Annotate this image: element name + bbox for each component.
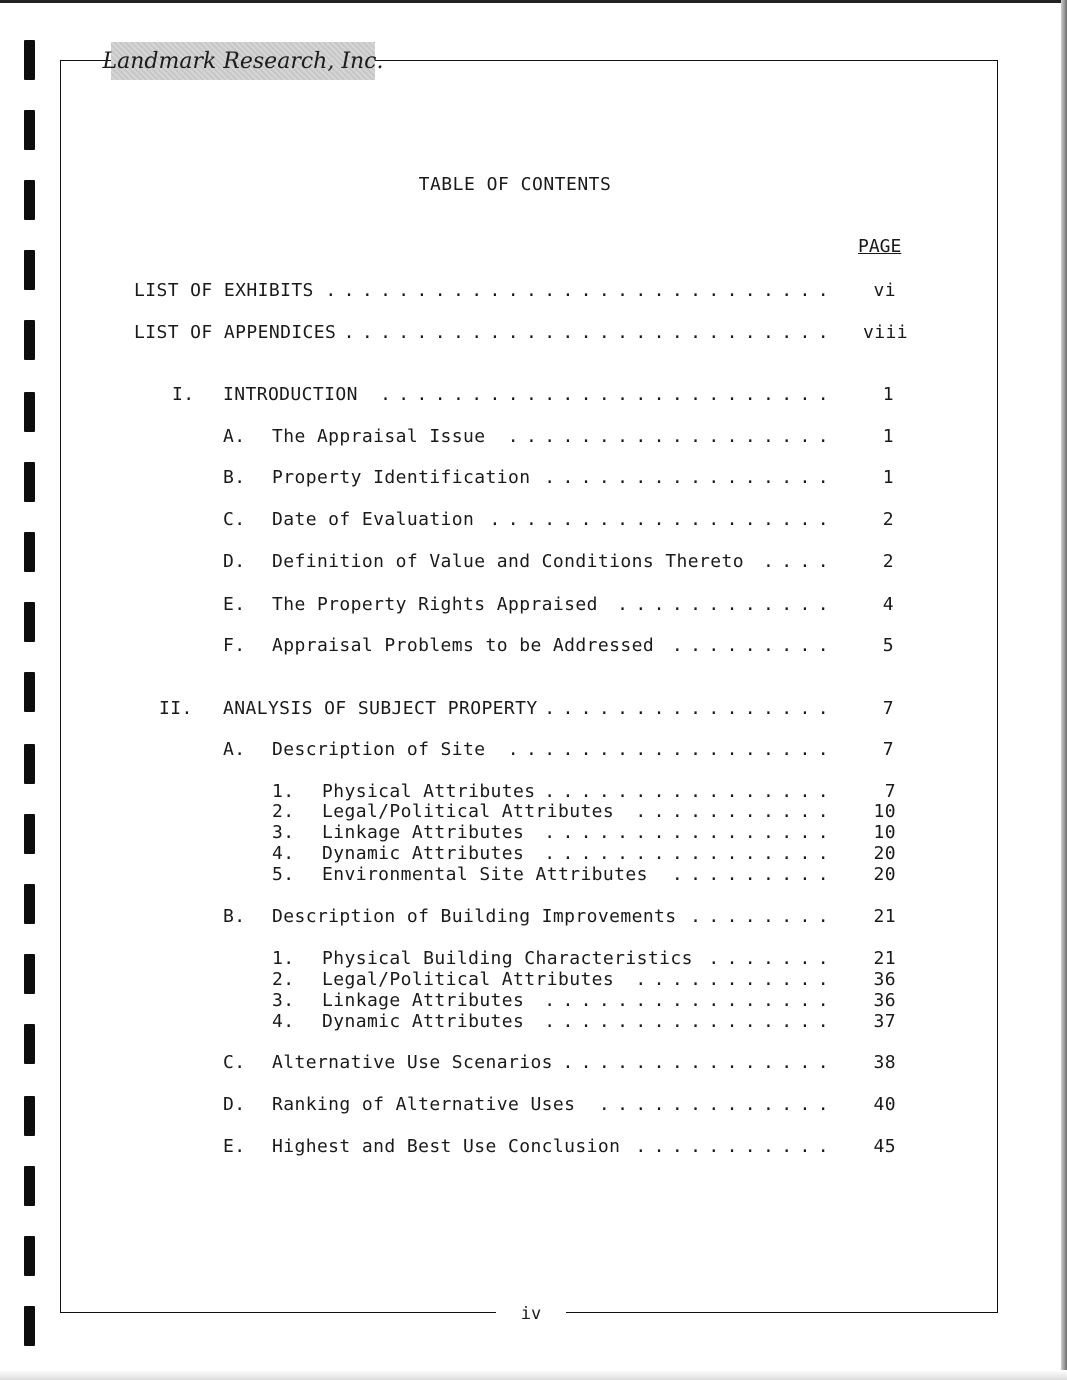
toc-entry — [0, 1010, 1000, 1034]
toc-entry-number: 3. — [272, 822, 295, 843]
toc-entry-page: 2 — [882, 509, 894, 530]
toc-entry-label: The Property Rights Appraised — [272, 594, 598, 615]
toc-entry — [0, 738, 1000, 762]
binding-hole — [24, 110, 35, 150]
binding-hole — [24, 1166, 35, 1206]
toc-leader-dots: .... — [763, 551, 836, 572]
binding-hole — [24, 1306, 35, 1346]
toc-entry-label: Linkage Attributes — [322, 990, 525, 1011]
toc-entry-page: 7 — [882, 698, 894, 719]
toc-leader-dots: ....... — [708, 948, 836, 969]
toc-leader-dots: ................ — [544, 781, 836, 802]
toc-entry — [0, 321, 1000, 345]
toc-entry-label: Dynamic Attributes — [322, 843, 525, 864]
toc-entry-page: 38 — [873, 1052, 896, 1073]
toc-entry-page: viii — [863, 322, 908, 343]
toc-entry-page: 2 — [882, 551, 894, 572]
toc-leader-dots: ........... — [635, 969, 836, 990]
toc-entry-page: 1 — [882, 384, 894, 405]
toc-entry — [0, 425, 1000, 449]
toc-entry-label: Physical Building Characteristics — [322, 948, 693, 969]
toc-entry-label: Description of Building Improvements — [272, 906, 677, 927]
toc-entry-page: 10 — [873, 822, 896, 843]
toc-leader-dots: ................ — [544, 1011, 836, 1032]
toc-entry-label: Description of Site — [272, 739, 486, 760]
toc-entry — [0, 508, 1000, 532]
toc-entry — [0, 1051, 1000, 1075]
toc-entry-label: Legal/Political Attributes — [322, 969, 615, 990]
toc-entry-page: 4 — [882, 594, 894, 615]
binding-hole — [24, 40, 35, 80]
toc-entry — [0, 279, 1000, 303]
toc-entry-number: 1. — [272, 781, 295, 802]
toc-entry-number: 2. — [272, 801, 295, 822]
toc-leader-dots: ........... — [635, 1136, 836, 1157]
toc-entry-label: Alternative Use Scenarios — [272, 1052, 553, 1073]
toc-leader-dots: ................ — [544, 822, 836, 843]
toc-entry — [0, 634, 1000, 658]
toc-entry-number: II. — [159, 698, 193, 719]
letterhead-logo — [102, 42, 384, 80]
binding-hole — [24, 1236, 35, 1276]
toc-entry-page: 40 — [873, 1094, 896, 1115]
toc-entry-page: 1 — [882, 467, 894, 488]
toc-entry-page: 36 — [873, 969, 896, 990]
toc-entry-label: Dynamic Attributes — [322, 1011, 525, 1032]
toc-entry-page: 7 — [884, 781, 896, 802]
toc-leader-dots: ................ — [544, 990, 836, 1011]
page-top-rule — [0, 0, 1067, 3]
toc-entry-label: Highest and Best Use Conclusion — [272, 1136, 621, 1157]
toc-entry — [0, 550, 1000, 574]
toc-entry-page: 21 — [873, 948, 896, 969]
toc-entry — [0, 1093, 1000, 1117]
toc-leader-dots: ................... — [489, 509, 836, 530]
toc-entry — [0, 593, 1000, 617]
toc-leader-dots: ................ — [544, 698, 836, 719]
toc-entry — [0, 466, 1000, 490]
toc-entry-number: 1. — [272, 948, 295, 969]
toc-entry-page: 5 — [882, 635, 894, 656]
page-column-header: PAGE — [858, 236, 902, 257]
toc-entry-number: F. — [223, 635, 246, 656]
toc-entry-number: E. — [223, 1136, 246, 1157]
toc-entry-label: Ranking of Alternative Uses — [272, 1094, 576, 1115]
toc-entry-number: C. — [223, 509, 246, 530]
toc-entry-number: A. — [223, 426, 246, 447]
toc-entry — [0, 863, 1000, 887]
toc-leader-dots: .................. — [507, 739, 836, 760]
toc-leader-dots: ............ — [617, 594, 836, 615]
toc-leader-dots: ......... — [671, 635, 836, 656]
toc-entry-number: B. — [223, 906, 246, 927]
toc-entry-label: Environmental Site Attributes — [322, 864, 648, 885]
toc-entry-label: INTRODUCTION — [223, 384, 358, 405]
toc-entry-page: vi — [873, 280, 896, 301]
toc-entry-number: B. — [223, 467, 246, 488]
toc-leader-dots: ............. — [598, 1094, 836, 1115]
toc-entry-label: Property Identification — [272, 467, 531, 488]
toc-entry — [0, 383, 1000, 407]
toc-entry-page: 36 — [873, 990, 896, 1011]
toc-entry-number: D. — [223, 551, 246, 572]
toc-entry-label: LIST OF APPENDICES — [134, 322, 337, 343]
toc-entry-page: 10 — [873, 801, 896, 822]
toc-leader-dots: ......... — [671, 864, 836, 885]
toc-leader-dots: ........... — [635, 801, 836, 822]
toc-entry-label: LIST OF EXHIBITS — [134, 280, 314, 301]
toc-entry-number: I. — [172, 384, 195, 405]
toc-entry-label: Appraisal Problems to be Addressed — [272, 635, 655, 656]
toc-entry-label: Linkage Attributes — [322, 822, 525, 843]
toc-entry-page: 20 — [873, 864, 896, 885]
page-right-edge — [1061, 0, 1067, 1380]
toc-entry — [0, 905, 1000, 929]
toc-entry-label: Date of Evaluation — [272, 509, 475, 530]
toc-entry-label: Definition of Value and Conditions Thereto — [272, 551, 744, 572]
toc-leader-dots: ................ — [544, 467, 836, 488]
toc-entry-page: 37 — [873, 1011, 896, 1032]
toc-leader-dots: ........................... — [343, 322, 836, 343]
toc-entry-page: 7 — [882, 739, 894, 760]
page-bottom-edge — [0, 1370, 1067, 1380]
toc-entry-number: 5. — [272, 864, 295, 885]
letterhead-text: Landmark Research, Inc. — [102, 48, 384, 74]
toc-entry-number: C. — [223, 1052, 246, 1073]
toc-entry-label: ANALYSIS OF SUBJECT PROPERTY — [223, 698, 538, 719]
toc-entry-number: 3. — [272, 990, 295, 1011]
toc-leader-dots: ............................ — [325, 280, 836, 301]
toc-entry-label: Physical Attributes — [322, 781, 536, 802]
toc-leader-dots: ......................... — [380, 384, 836, 405]
toc-entry-number: E. — [223, 594, 246, 615]
toc-entry-number: 4. — [272, 1011, 295, 1032]
toc-entry-label: Legal/Political Attributes — [322, 801, 615, 822]
toc-leader-dots: ........ — [690, 906, 836, 927]
toc-entry-label: The Appraisal Issue — [272, 426, 486, 447]
page-number: iv — [496, 1302, 566, 1326]
toc-entry-page: 21 — [873, 906, 896, 927]
toc-entry-number: 4. — [272, 843, 295, 864]
toc-entry-number: 2. — [272, 969, 295, 990]
toc-leader-dots: ............... — [562, 1052, 836, 1073]
toc-leader-dots: ................ — [544, 843, 836, 864]
toc-entry — [0, 697, 1000, 721]
toc-entry-number: D. — [223, 1094, 246, 1115]
toc-entry-page: 20 — [873, 843, 896, 864]
toc-entry-number: A. — [223, 739, 246, 760]
toc-entry-page: 45 — [873, 1136, 896, 1157]
toc-leader-dots: .................. — [507, 426, 836, 447]
page-title: TABLE OF CONTENTS — [418, 174, 612, 195]
toc-entry — [0, 1135, 1000, 1159]
toc-entry-page: 1 — [882, 426, 894, 447]
